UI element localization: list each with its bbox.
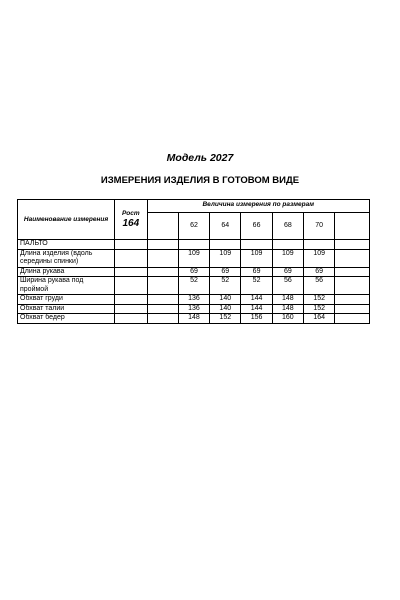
- measurements-table: [17, 199, 370, 324]
- value-cell: 144: [241, 295, 272, 305]
- size-header-cell: 62: [178, 213, 209, 240]
- row-name: Длина рукава: [18, 267, 115, 277]
- value-cell: 136: [178, 295, 209, 305]
- value-cell: 69: [272, 267, 303, 277]
- size-header-cell: 68: [272, 213, 303, 240]
- row-name: Длина изделия (вдоль середины спинки): [18, 249, 115, 267]
- table-row: [18, 304, 370, 314]
- value-cell: 148: [272, 304, 303, 314]
- table-row: [18, 240, 370, 250]
- row-name: Ширина рукава под проймой: [18, 277, 115, 295]
- row-name: Обхват груди: [18, 295, 115, 305]
- value-cell: 152: [304, 295, 335, 305]
- value-cell: 144: [241, 304, 272, 314]
- value-cell: 52: [241, 277, 272, 295]
- value-cell: 136: [178, 304, 209, 314]
- height-label: Рост: [122, 209, 140, 217]
- value-cell: 109: [272, 249, 303, 267]
- row-name: Обхват талии: [18, 304, 115, 314]
- value-cell: 69: [241, 267, 272, 277]
- measurement-name-header: Наименование измерения: [18, 200, 115, 240]
- model-title: Модель 2027: [166, 152, 234, 164]
- table-row: [18, 249, 370, 267]
- value-cell: 156: [241, 314, 272, 324]
- height-value: 164: [122, 217, 140, 229]
- table-row: [18, 267, 370, 277]
- document-heading: ИЗМЕРЕНИЯ ИЗДЕЛИЯ В ГОТОВОМ ВИДЕ: [100, 175, 300, 186]
- value-cell: 109: [241, 249, 272, 267]
- value-cell: 148: [178, 314, 209, 324]
- row-name: Обхват бедер: [18, 314, 115, 324]
- size-header-cell: [147, 213, 178, 240]
- size-header-cell: 64: [210, 213, 241, 240]
- value-cell: 148: [272, 295, 303, 305]
- section-label: ПАЛЬТО: [18, 240, 115, 250]
- value-cell: 52: [178, 277, 209, 295]
- value-cell: 152: [304, 304, 335, 314]
- size-header-cell: [335, 213, 370, 240]
- value-cell: 152: [210, 314, 241, 324]
- table-row: [18, 277, 370, 295]
- value-cell: 56: [272, 277, 303, 295]
- value-cell: 160: [272, 314, 303, 324]
- size-header-cell: 70: [304, 213, 335, 240]
- value-cell: 109: [210, 249, 241, 267]
- size-group-header: Величина измерения по размерам: [147, 200, 369, 213]
- table-row: [18, 295, 370, 305]
- value-cell: 56: [304, 277, 335, 295]
- value-cell: 69: [178, 267, 209, 277]
- value-cell: 140: [210, 295, 241, 305]
- size-header-cell: 66: [241, 213, 272, 240]
- value-cell: 109: [304, 249, 335, 267]
- value-cell: 69: [304, 267, 335, 277]
- value-cell: 69: [210, 267, 241, 277]
- value-cell: 109: [178, 249, 209, 267]
- value-cell: 164: [304, 314, 335, 324]
- table-row: [18, 314, 370, 324]
- value-cell: 140: [210, 304, 241, 314]
- height-header: [115, 200, 147, 240]
- value-cell: 52: [210, 277, 241, 295]
